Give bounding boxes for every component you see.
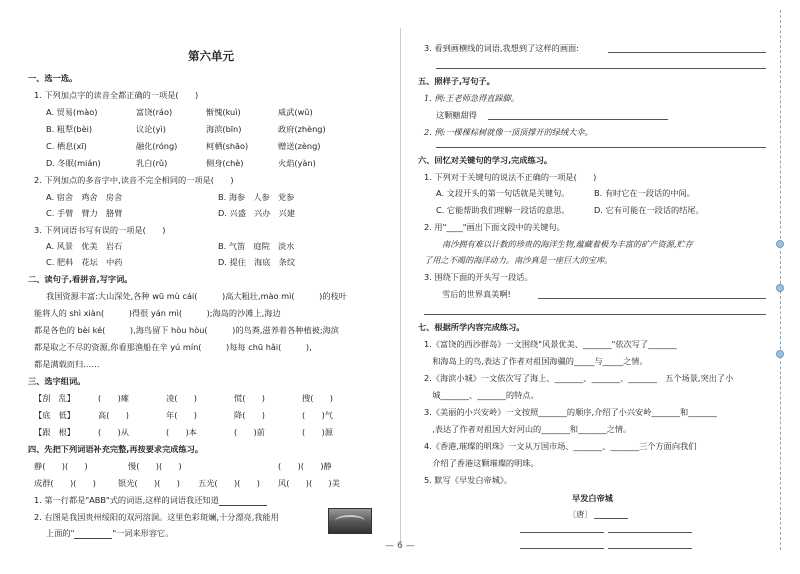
fill-line: 4.《香港,璀璨的明珠》一文从万国市场、_______、_______三个方面向我们 xyxy=(424,441,697,451)
question-1-2: 2. 下列加点的多音字中,读音不完全相同的一项是( ) xyxy=(34,175,234,185)
option: A. 文段开头的第一句话就是关键句。 xyxy=(436,188,570,198)
passage-line: 我国资源丰富:大山深处,各种 wū mù cái( )高大粗壮,mào mì( )的枝叶 xyxy=(46,291,347,301)
page-number: — 6 — xyxy=(385,541,415,551)
poem-line-1[interactable] xyxy=(520,532,604,533)
passage-line: 南沙拥有难以计数的珍贵的海洋生物,蕴藏着极为丰富的矿产资源,贮存 xyxy=(442,239,693,249)
passage-line: 都是满载而归…… xyxy=(34,359,100,369)
unit-title: 第六单元 xyxy=(188,49,234,63)
fill-line: 5. 默写《早发白帝城》。 xyxy=(424,475,513,485)
question-1-3: 3. 下列词语书写有误的一项是( ) xyxy=(34,225,166,235)
section-7-heading: 七、根据所学内容完成练习。 xyxy=(418,322,525,332)
section-4-heading: 四、先把下列词语补充完整,再按要求完成练习。 xyxy=(28,444,204,454)
section-2-heading: 二、读句子,看拼音,写字词。 xyxy=(28,274,133,284)
poem-line-4[interactable] xyxy=(608,548,692,549)
option: D. 它有可能在一段话的结尾。 xyxy=(594,205,704,215)
answer-line[interactable] xyxy=(594,518,628,519)
option: C. 肥料 花坛 中药 xyxy=(46,257,123,267)
question-4-1: 1. 第一行都是"ABB"式的词语,这样的词语我还知道 xyxy=(34,495,267,506)
section-3-heading: 三、选字组词。 xyxy=(28,376,86,386)
question-4-2: 2. 右图是我国贵州绥阳的双河溶洞。这里色彩斑斓,十分漂亮,我能用 xyxy=(34,512,279,522)
answer-line[interactable] xyxy=(436,68,766,69)
writing-start: 雪后的世界真美啊! xyxy=(442,289,511,299)
passage-line: 了用之不竭的海洋动力。南沙真是一座巨大的宝库。 xyxy=(424,255,613,265)
question-1-1: 1. 下列加点字的读音全都正确的一项是( ) xyxy=(34,90,199,100)
binding-hole xyxy=(776,240,784,248)
poem-title: 早发白帝城 xyxy=(572,493,613,503)
poem-author: 〔唐〕 xyxy=(568,509,593,519)
fill-line: 1.《富饶的西沙群岛》一文围绕"风景优美、_______"依次写了_______ xyxy=(424,339,677,349)
answer-line[interactable] xyxy=(538,298,766,299)
example-1: 1. 例:王老师急得直跺脚。 xyxy=(424,93,520,103)
option: A. 宿舍 鸡舍 房舍 xyxy=(46,192,123,202)
option: A. 风景 优美 岩石 xyxy=(46,241,123,251)
fill-line: 3.《美丽的小兴安岭》一文按照_______的顺序,介绍了小兴安岭_______和_______ xyxy=(424,407,717,417)
answer-line[interactable] xyxy=(436,147,766,148)
answer-blank[interactable] xyxy=(219,496,267,506)
answer-line[interactable] xyxy=(488,119,668,120)
karst-cave-photo xyxy=(328,508,372,534)
answer-blank[interactable] xyxy=(74,529,112,539)
passage-line: 能将人的 shì xiàn( )得很 yán mì( );海岛的沙滩上,海边 xyxy=(34,308,281,318)
binding-dashed-line xyxy=(780,10,781,550)
binding-hole xyxy=(776,284,784,292)
question-6-3: 3. 围绕下面的开头写一段话。 xyxy=(424,272,533,282)
option: B. 海参 人参 党参 xyxy=(218,192,295,202)
poem-line-3[interactable] xyxy=(520,548,604,549)
section-5-heading: 五、照样子,写句子。 xyxy=(418,76,495,86)
option: C. 手臂 臂力 胳臂 xyxy=(46,208,123,218)
example-2: 2. 例:一棵棵棕树就像一顶顶撑开的绿绒大伞。 xyxy=(424,127,593,137)
section-1-heading: 一、选一选。 xyxy=(28,73,78,83)
practice-1: 这颗糖甜得 xyxy=(436,110,477,120)
question-6-1: 1. 下列对于关键句的说法不正确的一项是( ) xyxy=(424,172,597,182)
answer-line[interactable] xyxy=(424,314,766,315)
option: C. 它能帮助我们理解一段话的意思。 xyxy=(436,205,570,215)
column-divider xyxy=(400,28,401,548)
fill-line: ,表达了作者对祖国大好河山的_______和_______之情。 xyxy=(424,424,632,434)
option: D. 提住 海底 条纹 xyxy=(218,257,296,267)
question-r3: 3. 看到画横线的词语,我想到了这样的画面: xyxy=(424,43,579,53)
fill-line: 城_______、_______的特点。 xyxy=(424,390,539,400)
section-6-heading: 六、回忆对关键句的学习,完成练习。 xyxy=(418,155,553,165)
poem-line-2[interactable] xyxy=(608,532,692,533)
fill-line: 和海岛上的鸟,表达了作者对祖国海疆的_____与_____之情。 xyxy=(424,356,648,366)
option: D. 兴盛 兴办 兴建 xyxy=(218,208,296,218)
binding-hole xyxy=(776,350,784,358)
passage-line: 都是取之不尽的资源,你看那渔船在辛 yú mín( )每每 chū hǎi( ), xyxy=(34,342,312,352)
fill-line: 介绍了香港这颗璀璨的明珠。 xyxy=(424,458,539,468)
passage-line: 都是各色的 bèi ké( ),海鸟留下 hòu hòu( )的鸟粪,滋养着各种植被;海滨 xyxy=(34,325,339,335)
option: B. 气笛 庭院 淡水 xyxy=(218,241,295,251)
question-4-2-cont: 上面的" "一词来形容它。 xyxy=(46,528,174,538)
answer-line[interactable] xyxy=(608,52,766,53)
option: B. 有时它在一段话的中间。 xyxy=(594,188,695,198)
fill-line: 2.《海滨小城》一文依次写了海上、_______、_______、_______ 五个场景,突出了小 xyxy=(424,373,734,383)
question-6-2: 2. 用"____"画出下面文段中的关键句。 xyxy=(424,222,565,232)
